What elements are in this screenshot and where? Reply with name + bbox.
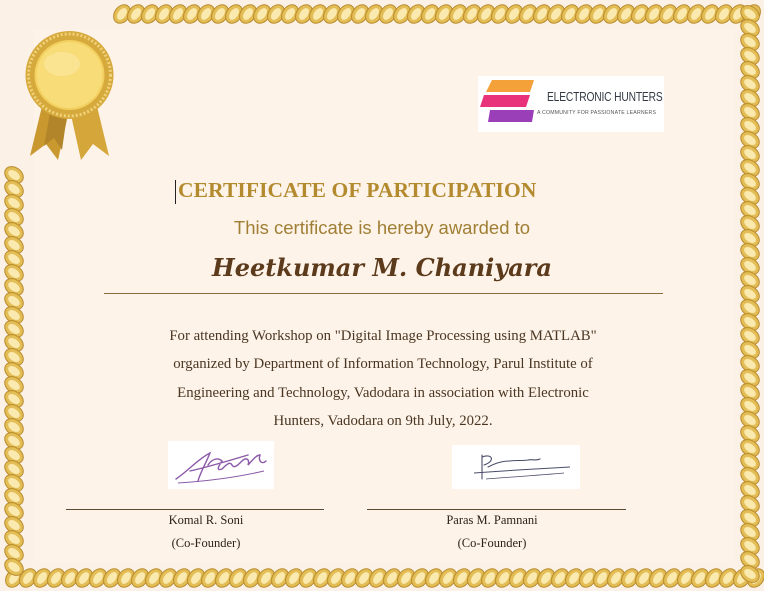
signatory-role-1: (Co-Founder) [171,536,241,550]
signature-image-1 [168,441,274,489]
certificate-body [110,322,656,435]
logo-tagline: A COMMUNITY FOR PASSIONATE LEARNERS [537,110,657,116]
signatory-role-2: (Co-Founder) [457,536,527,550]
recipient-underline [104,293,663,294]
text-cursor [175,180,176,204]
gold-medal-icon [22,28,117,163]
logo-mark-icon [478,76,538,132]
handwritten-signature-icon [452,445,580,489]
logo-title: ELECTRONIC HUNTERS [547,90,663,104]
body-line: For attending Workshop on "Digital Image Processing using MATLAB" [169,328,597,344]
certificate-title: CERTIFICATE OF PARTICIPATION [178,178,537,202]
recipient-name: Heetkumar M. Chaniyara [212,253,552,282]
handwritten-signature-icon [168,441,274,489]
signatory-name-2: Paras M. Pamnani [446,513,538,527]
signature-line-1 [66,509,324,510]
signatory-name-1: Komal R. Soni [168,513,244,527]
signature-line-2 [367,509,626,510]
body-line: Hunters, Vadodara on 9th July, 2022. [273,412,493,429]
awarded-line: This certificate is hereby awarded to [233,217,531,238]
body-line: Engineering and Technology, Vadodara in association with Electronic [177,384,589,401]
signature-image-2 [452,445,580,489]
body-line: organized by Department of Information Technology, Parul Institute of [173,356,593,373]
electronic-hunters-logo [478,76,664,132]
